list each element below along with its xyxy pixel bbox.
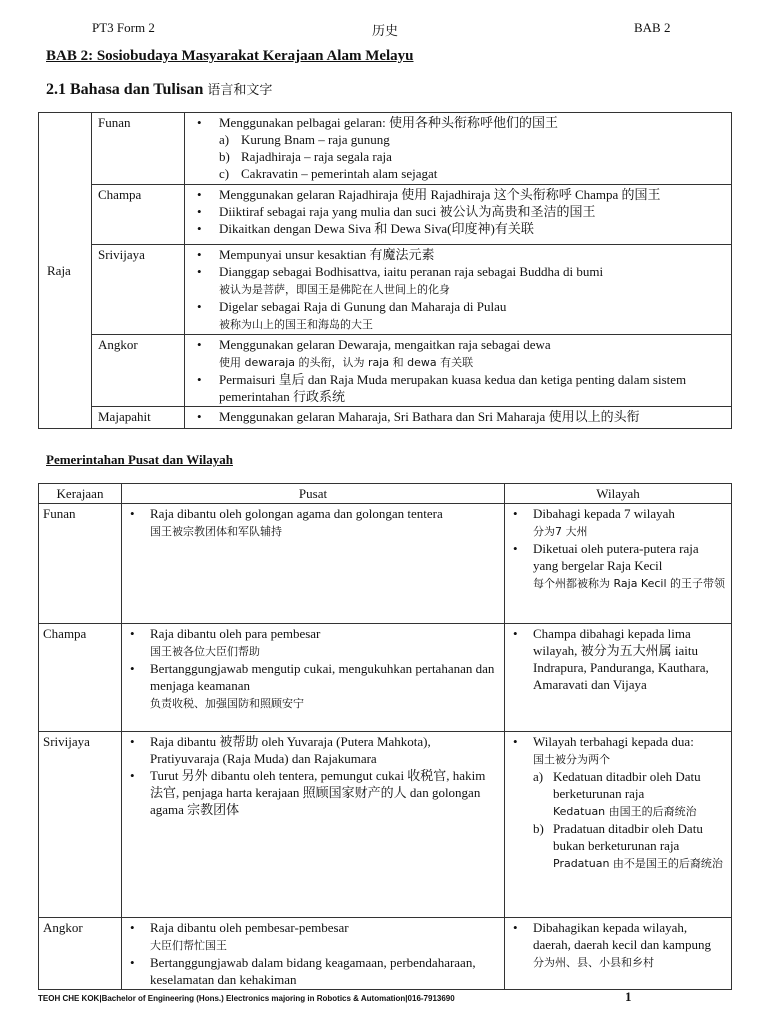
item-text: Dibahagikan kepada wilayah, daerah, daerah kecil dan kampung: [533, 920, 711, 952]
table-row: [39, 624, 732, 732]
item-text: Champa dibahagi kepada lima wilayah, 被分为五大州属 iaitu Indrapura, Panduranga, Kauthara, Amaravati dan Vijaya: [533, 626, 709, 692]
item-text: Mempunyai unsur kesaktian 有魔法元素: [219, 247, 435, 262]
item-translation: 被认为是菩萨，即国王是佛陀在人世间上的化身: [219, 283, 450, 296]
item-text: Raja dibantu oleh para pembesar: [150, 626, 321, 641]
item-text: Menggunakan gelaran Dewaraja, mengaitkan raja sebagai dewa: [219, 337, 551, 352]
bullet-list: [509, 625, 727, 693]
raja-table: [38, 112, 732, 429]
kingdom-cell: Funan: [39, 504, 122, 624]
item-text: Bertanggungjawab dalam bidang keagamaan, perbendaharaan, keselamatan dan kehakiman: [150, 955, 476, 987]
bullet-list: [509, 505, 727, 592]
item-marker: a): [533, 769, 544, 784]
header-right: BAB 2: [634, 20, 671, 35]
item-translation: Pradatuan 由不是国王的后裔统治: [553, 857, 723, 870]
bullet-list: [191, 114, 725, 182]
list-item: [191, 220, 725, 237]
col-header-pusat: Pusat: [122, 484, 505, 504]
table-row: [39, 245, 732, 335]
item-text: Wilayah terbahagi kepada dua:: [533, 734, 694, 749]
item-text: Raja dibantu oleh golongan agama dan golongan tentera: [150, 506, 443, 521]
list-item: [191, 371, 725, 405]
item-text: Diketuai oleh putera-putera raja yang bergelar Raja Kecil: [533, 541, 699, 573]
pemerintahan-table: [38, 483, 732, 990]
item-text: Rajadhiraja – raja segala raja: [241, 149, 392, 164]
kingdom-cell: Champa: [39, 624, 122, 732]
bullet-list: [509, 919, 727, 971]
item-translation: Kedatuan 由国王的后裔统治: [553, 805, 697, 818]
header-center: 历史: [372, 23, 399, 38]
item-text: Raja dibantu 被帮助 oleh Yuvaraja (Putera Mahkota), Pratiyuvaraja (Raja Muda) dan Rajakumara: [150, 734, 431, 766]
description-cell: [185, 407, 732, 429]
list-item: [191, 203, 725, 220]
item-text: Dibahagi kepada 7 wilayah: [533, 506, 675, 521]
item-text: Menggunakan gelaran Maharaja, Sri Bathara dan Sri Maharaja 使用以上的头衔: [219, 409, 640, 424]
description-cell: [185, 335, 732, 407]
item-text: Menggunakan pelbagai gelaran: 使用各种头衔称呼他们的国王: [219, 115, 559, 130]
lettered-list: [191, 131, 725, 182]
item-translation: 国王被宗教团体和军队辅持: [150, 525, 282, 538]
item-text: Raja dibantu oleh pembesar-pembesar: [150, 920, 349, 935]
list-item: [509, 505, 727, 540]
item-translation: 分为州、县、小县和乡村: [533, 956, 654, 969]
item-text: Menggunakan gelaran Rajadhiraja 使用 Rajadhiraja 这个头衔称呼 Champa 的国王: [219, 187, 661, 202]
list-item: [191, 298, 725, 333]
cell: [122, 624, 505, 732]
document-title: BAB 2: Sosiobudaya Masyarakat Kerajaan Alam Melayu: [46, 48, 414, 64]
cell: [122, 504, 505, 624]
description-cell: [185, 185, 732, 245]
lettered-item: [533, 820, 727, 872]
list-item: [191, 186, 725, 203]
list-item: [509, 733, 727, 872]
item-text: Cakravatin – pemerintah alam sejagat: [241, 166, 438, 181]
item-translation: 分为7 大州: [533, 525, 588, 538]
bullet-list: [126, 919, 500, 988]
lettered-item: [533, 768, 727, 820]
kingdom-cell: Srivijaya: [92, 245, 185, 335]
lettered-item: [219, 131, 725, 148]
list-item: [126, 733, 500, 767]
item-text: Kurung Bnam – raja gunung: [241, 132, 390, 147]
col-header-kerajaan: Kerajaan: [39, 484, 122, 504]
list-item: [126, 505, 500, 540]
list-item: [126, 767, 500, 818]
table-row: [39, 732, 732, 918]
description-cell: [185, 245, 732, 335]
cell: [505, 732, 732, 918]
lettered-item: [219, 148, 725, 165]
cell: [505, 918, 732, 990]
header-left: PT3 Form 2: [92, 20, 155, 35]
list-item: [191, 408, 725, 425]
item-text: Dianggap sebagai Bodhisattva, iaitu peranan raja sebagai Buddha di bumi: [219, 264, 604, 279]
bullet-list: [509, 733, 727, 872]
bullet-list: [126, 505, 500, 540]
bullet-list: [191, 246, 725, 333]
cell: [122, 918, 505, 990]
row-label-raja: Raja: [39, 113, 92, 429]
page-number: 1: [625, 989, 632, 1004]
section-heading-text: 2.1 Bahasa dan Tulisan: [46, 81, 204, 98]
item-marker: c): [219, 166, 230, 181]
list-item: [509, 919, 727, 971]
list-item: [191, 263, 725, 298]
item-text: Kedatuan ditadbir oleh Datu berketurunan raja: [553, 769, 701, 801]
bullet-list: [126, 733, 500, 818]
table-row: [39, 185, 732, 245]
item-text: Dikaitkan dengan Dewa Siva 和 Dewa Siva(印度神)有关联: [219, 221, 534, 236]
item-text: Digelar sebagai Raja di Gunung dan Maharaja di Pulau: [219, 299, 507, 314]
col-header-wilayah: Wilayah: [505, 484, 732, 504]
kingdom-cell: Srivijaya: [39, 732, 122, 918]
table-row: [39, 407, 732, 429]
item-translation: 被称为山上的国王和海岛的大王: [219, 318, 373, 331]
list-item: [509, 540, 727, 592]
table-header-row: [39, 484, 732, 504]
item-marker: a): [219, 132, 230, 147]
cell: [122, 732, 505, 918]
cell: [505, 504, 732, 624]
item-translation: 负责收税、加强国防和照顾安宁: [150, 697, 304, 710]
item-text: Bertanggungjawab mengutip cukai, mengukuhkan pertahanan dan menjaga keamanan: [150, 661, 495, 693]
list-item: [126, 919, 500, 954]
item-text: Permaisuri 皇后 dan Raja Muda merupakan kuasa kedua dan ketiga penting dalam sistem pemerintahan 行政系统: [219, 372, 687, 404]
lettered-list: [533, 768, 727, 872]
bullet-list: [191, 408, 725, 425]
list-item: [191, 246, 725, 263]
list-item: [509, 625, 727, 693]
lettered-item: [219, 165, 725, 182]
table-row: [39, 113, 732, 185]
bullet-list: [126, 625, 500, 712]
item-marker: b): [533, 821, 544, 836]
item-text: Diiktiraf sebagai raja yang mulia dan suci 被公认为高贵和圣洁的国王: [219, 204, 596, 219]
item-translation: 国王被各位大臣们帮助: [150, 645, 260, 658]
list-item: [126, 660, 500, 712]
list-item: [191, 114, 725, 131]
item-marker: b): [219, 149, 230, 164]
section-heading-pemerintahan: Pemerintahan Pusat dan Wilayah: [46, 452, 233, 467]
footer-credit: TEOH CHE KOK|Bachelor of Engineering (Hons.) Electronics majoring in Robotics & Automation|016-7913690: [38, 994, 455, 1003]
section-heading-zh: 语言和文字: [207, 83, 273, 98]
list-item: [126, 954, 500, 988]
item-text: Turut 另外 dibantu oleh tentera, pemungut cukai 收税官, hakim 法官, penjaga harta kerajaan 照顾国家财产的人 dan golongan agama 宗教团体: [150, 768, 486, 817]
bullet-list: [191, 336, 725, 405]
kingdom-cell: Majapahit: [92, 407, 185, 429]
description-cell: [185, 113, 732, 185]
kingdom-cell: Funan: [92, 113, 185, 185]
bullet-list: [191, 186, 725, 237]
kingdom-cell: Angkor: [92, 335, 185, 407]
list-item: [191, 336, 725, 371]
item-translation: 大臣们帮忙国王: [150, 939, 227, 952]
item-text: Pradatuan ditadbir oleh Datu bukan berketurunan raja: [553, 821, 703, 853]
table-row: [39, 504, 732, 624]
item-translation: 国土被分为两个: [533, 753, 610, 766]
table-row: [39, 335, 732, 407]
kingdom-cell: Champa: [92, 185, 185, 245]
item-translation: 使用 dewaraja 的头衔，认为 raja 和 dewa 有关联: [219, 356, 474, 369]
item-translation: 每个州都被称为 Raja Kecil 的王子带领: [533, 577, 726, 590]
section-heading: [46, 79, 272, 99]
kingdom-cell: Angkor: [39, 918, 122, 990]
cell: [505, 624, 732, 732]
list-item: [126, 625, 500, 660]
table-row: [39, 918, 732, 990]
